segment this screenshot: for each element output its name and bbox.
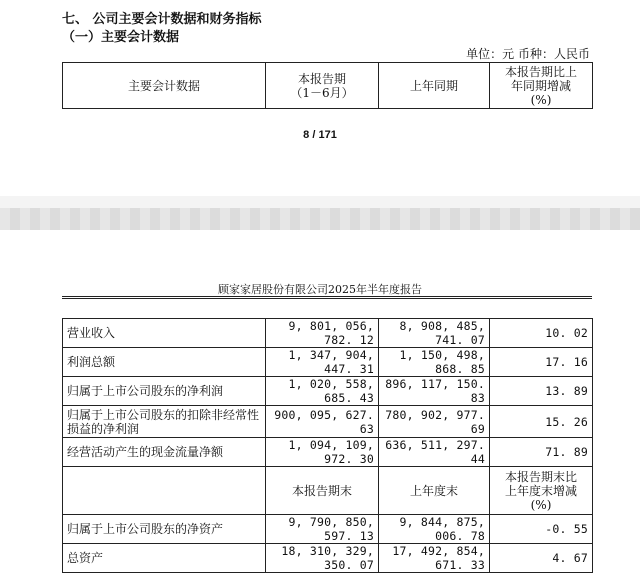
row-current: 9, 790, 850, 597. 13 xyxy=(266,515,379,544)
row-prior: 8, 908, 485, 741. 07 xyxy=(379,319,490,348)
row-prior: 636, 511, 297. 44 xyxy=(379,438,490,467)
unit-note: 单位：元 币种：人民币 xyxy=(466,47,590,61)
row-prior: 896, 117, 150. 83 xyxy=(379,377,490,406)
row-prior: 9, 844, 875, 006. 78 xyxy=(379,515,490,544)
table-row xyxy=(63,544,593,573)
row-label: 归属于上市公司股东的扣除非经常性损益的净利润 xyxy=(63,406,266,438)
row-current: 1, 020, 558, 685. 43 xyxy=(266,377,379,406)
row-prior: 17, 492, 854, 671. 33 xyxy=(379,544,490,573)
row-current: 1, 094, 109, 972. 30 xyxy=(266,438,379,467)
row-change: 17. 16 xyxy=(490,348,593,377)
row-change: -0. 55 xyxy=(490,515,593,544)
row-current: 9, 801, 056, 782. 12 xyxy=(266,319,379,348)
row-prior: 1, 150, 498, 868. 85 xyxy=(379,348,490,377)
subheader-current: 本报告期末 xyxy=(266,467,379,515)
row-label: 利润总额 xyxy=(63,348,266,377)
header-prior-period: 上年同期 xyxy=(379,63,490,109)
row-change: 71. 89 xyxy=(490,438,593,467)
row-current: 900, 095, 627. 63 xyxy=(266,406,379,438)
page-gap-shade xyxy=(0,196,640,208)
header-metric: 主要会计数据 xyxy=(63,63,266,109)
subheader-blank xyxy=(63,467,266,515)
subheader-change: 本报告期末比 上年度末增减 (%) xyxy=(490,467,593,515)
header-rule-2 xyxy=(62,298,592,299)
row-label: 经营活动产生的现金流量净额 xyxy=(63,438,266,467)
table-row xyxy=(63,406,593,438)
top-header-table xyxy=(62,62,593,109)
header-change: 本报告期比上 年同期增减 (%) xyxy=(490,63,593,109)
row-label: 归属于上市公司股东的净资产 xyxy=(63,515,266,544)
main-data-table xyxy=(62,318,593,573)
table-row xyxy=(63,515,593,544)
subheader-row xyxy=(63,467,593,515)
header-current-period: 本报告期 （1－6月） xyxy=(266,63,379,109)
row-change: 4. 67 xyxy=(490,544,593,573)
row-current: 18, 310, 329, 350. 07 xyxy=(266,544,379,573)
row-current: 1, 347, 904, 447. 31 xyxy=(266,348,379,377)
row-change: 13. 89 xyxy=(490,377,593,406)
row-label: 归属于上市公司股东的净利润 xyxy=(63,377,266,406)
table-row xyxy=(63,319,593,348)
row-label: 营业收入 xyxy=(63,319,266,348)
table-row xyxy=(63,438,593,467)
running-header: 顾家家居股份有限公司2025年半年度报告 xyxy=(218,283,422,296)
header-rule xyxy=(62,296,592,297)
row-change: 10. 02 xyxy=(490,319,593,348)
row-change: 15. 26 xyxy=(490,406,593,438)
row-label: 总资产 xyxy=(63,544,266,573)
subsection-title: （一）主要会计数据 xyxy=(62,30,180,45)
page-number: 8 / 171 xyxy=(303,129,337,141)
section-title: 七、 公司主要会计数据和财务指标 xyxy=(62,12,262,27)
subheader-prior: 上年度末 xyxy=(379,467,490,515)
table-row xyxy=(63,348,593,377)
row-prior: 780, 902, 977. 69 xyxy=(379,406,490,438)
table-row xyxy=(63,377,593,406)
page-break-strip xyxy=(0,208,640,230)
